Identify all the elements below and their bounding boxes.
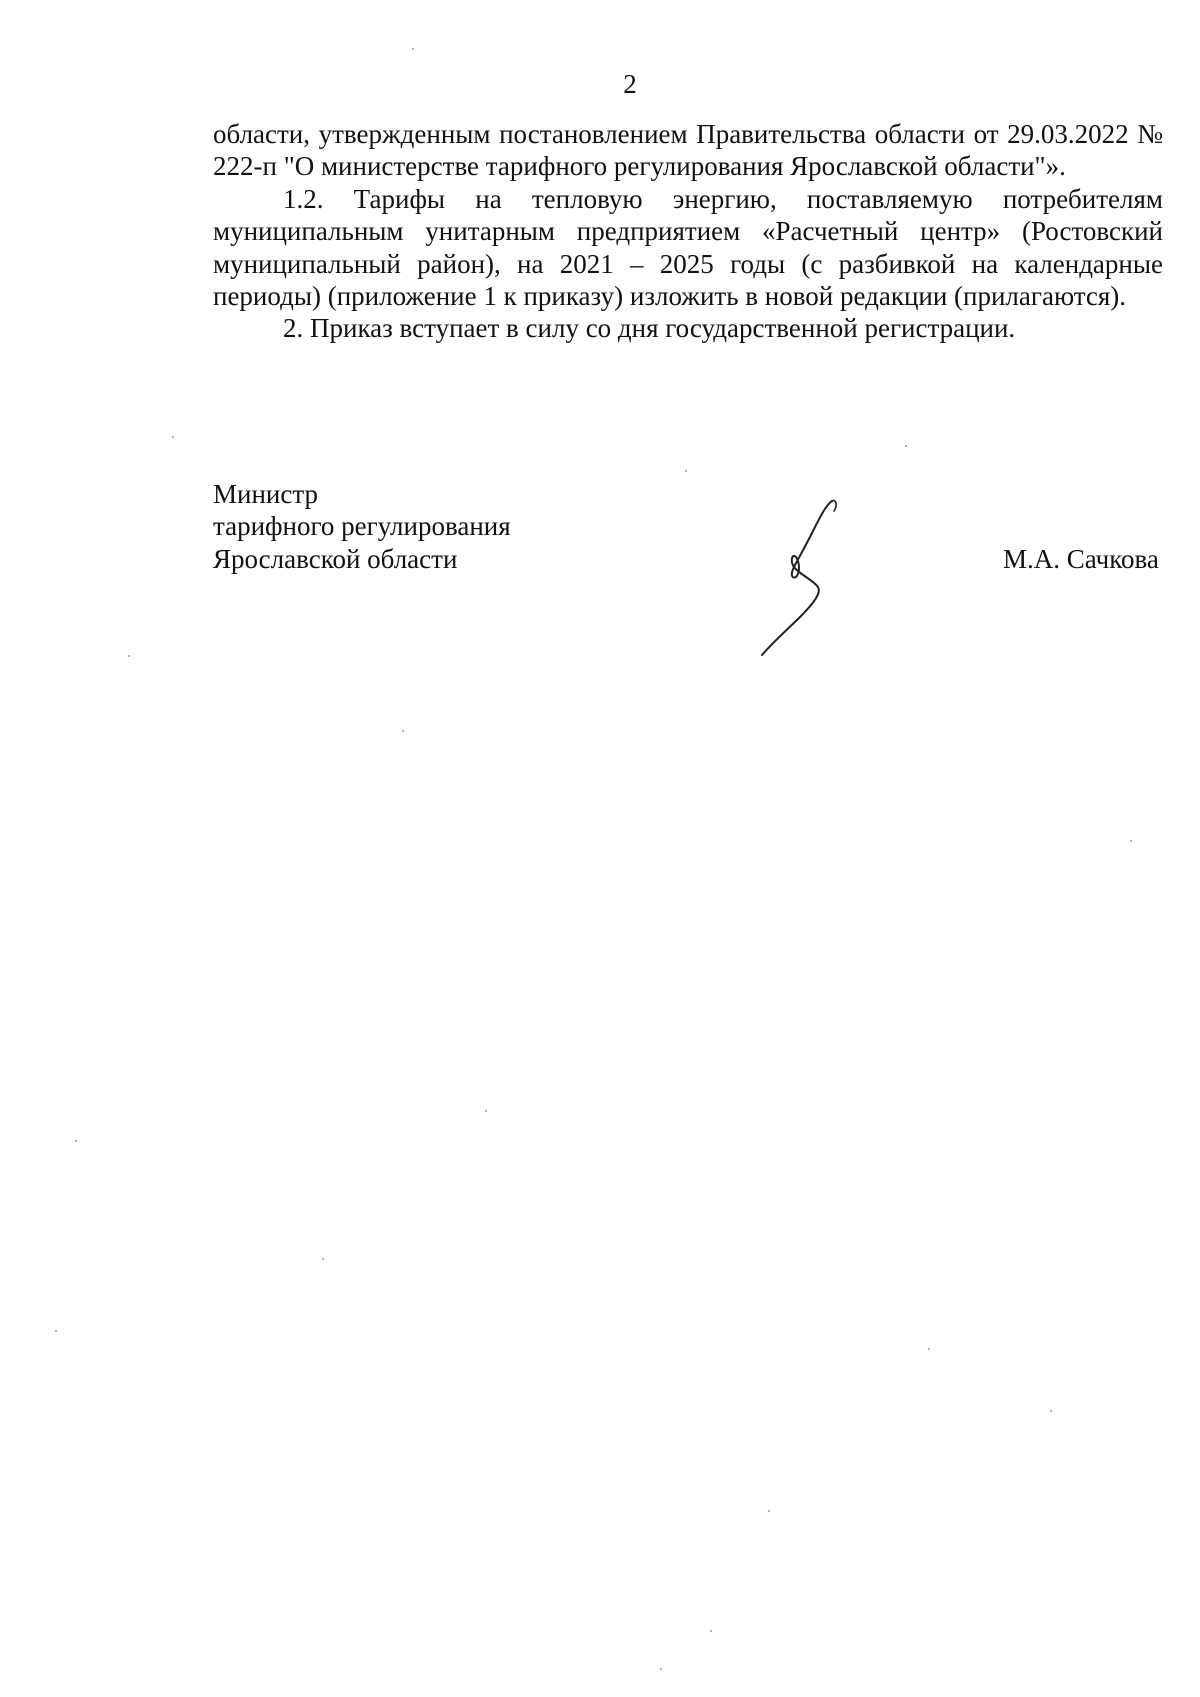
signatory-title-line: тарифного регулирования [213,511,511,542]
signer-name: М.А. Сачкова [1003,544,1159,574]
scan-speck [485,1110,487,1112]
scan-speck [905,445,907,447]
scan-speck [75,1140,77,1142]
scan-speck [322,1258,324,1260]
scan-speck [128,655,130,657]
scan-speck [1050,1410,1052,1412]
paragraph-2: 2. Приказ вступает в силу со дня государственной регистрации. [283,313,1016,344]
paragraph-continuation: области, утвержденным постановлением Правительства области от 29.03.2022 № 222-п "О министерстве тарифного регулирования Ярославской области"». [213,119,1163,182]
scan-speck [402,730,404,732]
scan-speck [768,1510,770,1512]
paragraph-1-2: 1.2. Тарифы на тепловую энергию, поставляемую потребителям муниципальным унитарным предприятием «Расчетный центр» (Ростовский муниципальный район), на 2021 – 2025 годы (с разбивкой на календарные периоды) (приложение 1 к приказу) изложить в новой редакции (прилагаются). [213,183,1163,312]
page-number: 2 [623,69,637,99]
scan-speck [685,470,687,472]
signatory-title [213,478,511,575]
handwritten-signature [760,495,890,675]
scan-speck [660,1668,662,1670]
scan-speck [1130,840,1132,842]
scan-speck [928,1348,930,1350]
signatory-title-line: Ярославской области [213,543,458,574]
scan-speck [55,1330,57,1332]
document-body [213,118,1163,345]
signatory-title-line: Министр [213,479,318,509]
scan-speck [710,1630,712,1632]
scan-speck [412,48,414,50]
scan-speck [172,436,174,438]
